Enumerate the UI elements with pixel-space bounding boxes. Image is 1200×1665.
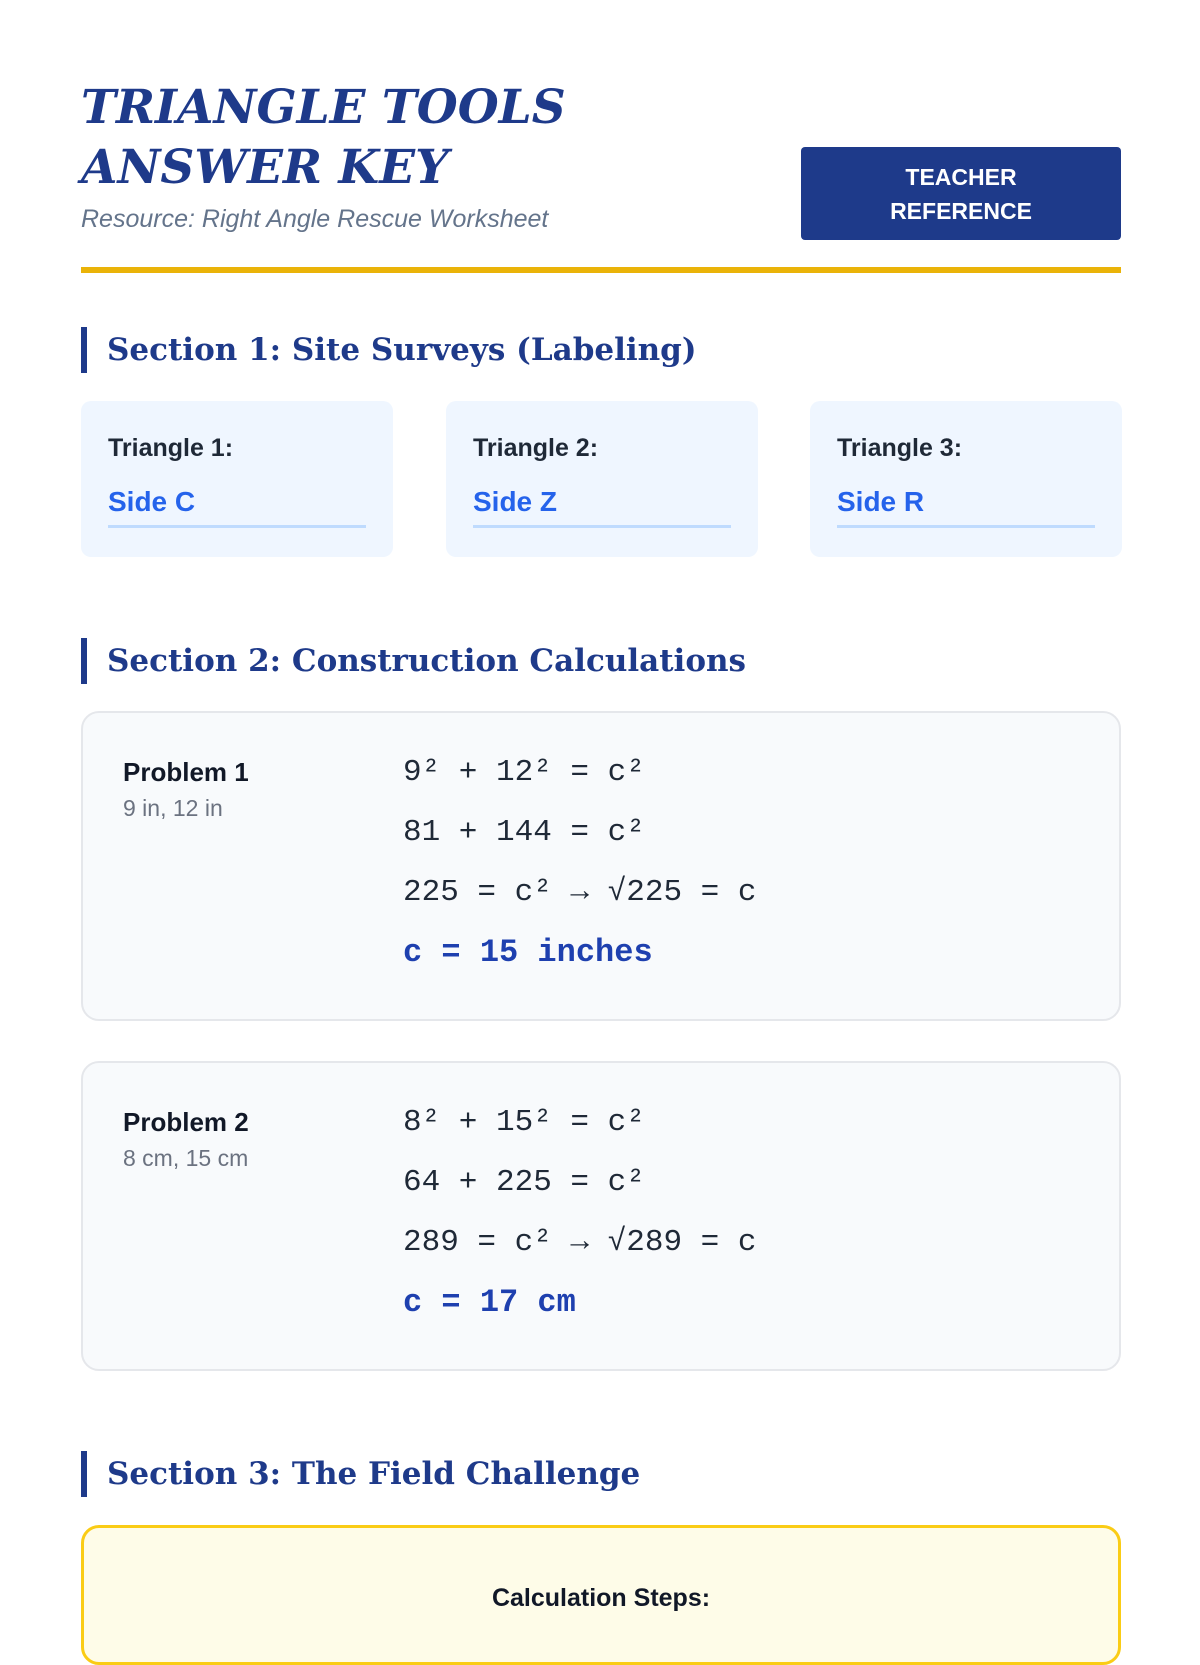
triangle-card xyxy=(446,401,758,557)
header xyxy=(81,0,1121,274)
calculation-step: 9² + 12² = c² xyxy=(403,755,645,790)
problem-title: Problem 2 xyxy=(123,1107,249,1137)
section-3-heading: Section 3: The Field Challenge xyxy=(81,1451,640,1497)
calculation-step: 225 = c² → √225 = c xyxy=(403,875,757,910)
problem-title: Problem 1 xyxy=(123,757,249,787)
problem-given: 9 in, 12 in xyxy=(123,795,223,821)
problem-card xyxy=(81,1061,1121,1371)
triangle-answer: Side C xyxy=(108,485,366,528)
triangle-label: Triangle 3: xyxy=(837,434,963,462)
triangle-card xyxy=(810,401,1122,557)
calculation-answer: c = 15 inches xyxy=(403,934,653,971)
field-challenge-box xyxy=(81,1525,1121,1665)
page-title: TRIANGLE TOOLS ANSWER KEY xyxy=(81,80,566,195)
calculation-answer: c = 17 cm xyxy=(403,1284,576,1321)
teacher-reference-badge: TEACHER REFERENCE xyxy=(801,147,1121,240)
problem-card xyxy=(81,711,1121,1021)
calculation-steps xyxy=(403,1103,756,1343)
answer-key-page xyxy=(81,0,1121,1612)
page-subtitle: Resource: Right Angle Rescue Worksheet xyxy=(81,205,549,233)
calculation-step: 289 = c² → √289 = c xyxy=(403,1225,757,1260)
triangle-answer: Side R xyxy=(837,485,1095,528)
section-2-heading: Section 2: Construction Calculations xyxy=(81,638,746,684)
calculation-step: 64 + 225 = c² xyxy=(403,1165,645,1200)
triangle-label: Triangle 2: xyxy=(473,434,599,462)
problem-given: 8 cm, 15 cm xyxy=(123,1145,249,1171)
triangle-answer: Side Z xyxy=(473,485,731,528)
calculation-steps xyxy=(403,753,756,993)
triangle-card xyxy=(81,401,393,557)
header-divider xyxy=(81,267,1121,273)
section-1-heading: Section 1: Site Surveys (Labeling) xyxy=(81,327,697,373)
triangle-label: Triangle 1: xyxy=(108,434,234,462)
calculation-step: 8² + 15² = c² xyxy=(403,1105,645,1140)
calculation-steps-title: Calculation Steps: xyxy=(491,1584,711,1612)
calculation-step: 81 + 144 = c² xyxy=(403,815,645,850)
